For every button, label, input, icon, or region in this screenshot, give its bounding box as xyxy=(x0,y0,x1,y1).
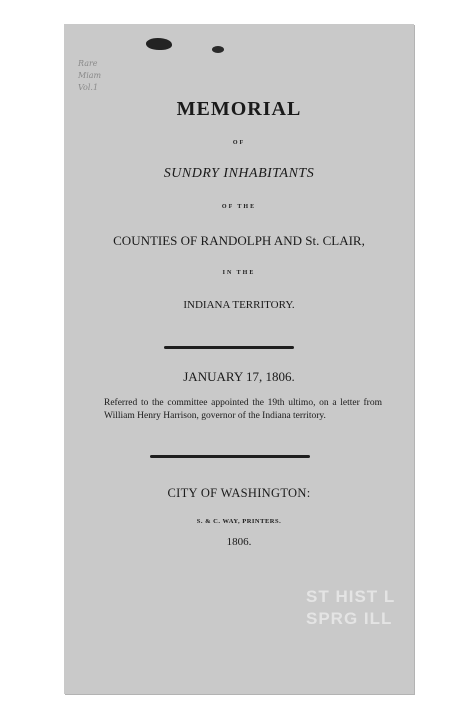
territory-line: INDIANA TERRITORY. xyxy=(183,299,295,311)
imprint-printers: S. & C. WAY, PRINTERS. xyxy=(196,518,282,525)
referral-text: Referred to the committee appointed the 19th ultimo, on a letter from William Henry Harrison, governor of the Indiana territory. xyxy=(104,398,382,421)
in-the-line: IN THE xyxy=(222,270,256,276)
pencil-annotation: Rare Miam Vol.1 xyxy=(78,59,102,92)
divider-rule-2 xyxy=(150,455,310,458)
counties-line: COUNTIES OF RANDOLPH AND St. CLAIR, xyxy=(113,233,365,248)
imprint-year: 1806. xyxy=(226,536,252,548)
divider-rule xyxy=(164,346,294,349)
subject-line: SUNDRY INHABITANTS xyxy=(163,166,315,181)
document-title: MEMORIAL xyxy=(176,98,302,120)
date-line: JANUARY 17, 1806. xyxy=(183,369,295,384)
library-stamp: ST HIST L SPRG ILL xyxy=(306,587,395,628)
of-line-2: OF THE xyxy=(221,204,257,210)
pamphlet-cover xyxy=(64,24,414,694)
ink-blot-small xyxy=(212,46,224,53)
of-line-1: OF xyxy=(232,140,246,146)
ink-blot xyxy=(146,38,172,50)
imprint-city: CITY OF WASHINGTON: xyxy=(167,486,311,500)
